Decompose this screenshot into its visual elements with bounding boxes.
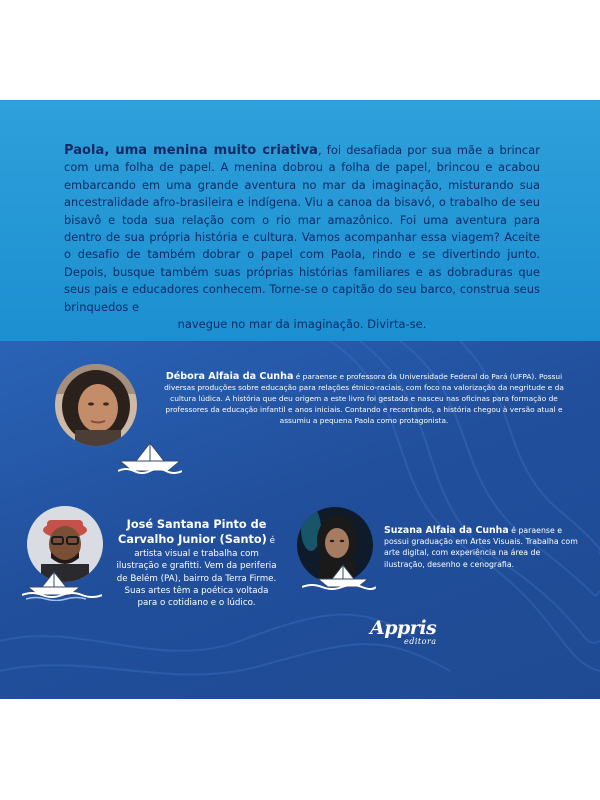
author-bio-jose xyxy=(116,517,277,610)
author-bio-text: é artista visual e trabalha com ilustração e grafitti. Vem da periferia de Belém (PA), bairro da Terra Firme. Suas artes têm a poética voltada para o cotidiano e o lúdico. xyxy=(116,536,277,609)
publisher-imprint: editora xyxy=(404,637,437,646)
author-name: José Santana Pinto de Carvalho Junior (Santo) xyxy=(118,518,267,547)
author-name: Débora Alfaia da Cunha xyxy=(165,371,294,382)
author-photo-debora xyxy=(55,364,137,446)
synopsis-body: , foi desafiada por sua mãe a brincar com uma folha de papel. A menina dobrou a folha de papel, brincou e acabou embarcando em uma grande aventura no mar da imaginação, misturando sua ancestralidade afro-brasileira e indígena. Viu a canoa da bisavó, o trabalho de seu bisavô e toda sua relação com o rio mar amazônico. Foi uma aventura para dentro de sua própria história e cultura. Vamos acompanhar essa viagem? Aceite o desafio de também dobrar o papel com Paola, rindo e se divertindo junto. Depois, busque também suas próprias histórias familiares e as dobraduras que seus pais e educadores conhecem. Torne-se o capitão do seu barco, construa seus brinquedos e xyxy=(64,143,541,314)
publisher-name: Appris xyxy=(370,617,437,639)
author-bio-debora xyxy=(157,372,571,427)
paper-boat-icon xyxy=(22,571,102,601)
authors-panel xyxy=(0,341,600,699)
author-bio-text: é paraense e possui graduação em Artes Visuais. Trabalha com arte digital, com experiência na área de ilustração, desenho e cenografia. xyxy=(384,526,578,569)
author-bio-suzana xyxy=(384,525,581,570)
synopsis-last-line: navegue no mar da imaginação. Divirta-se. xyxy=(177,317,427,332)
back-cover xyxy=(0,100,600,699)
synopsis-text xyxy=(64,142,540,333)
author-bio-text: é paraense e professora da Universidade Federal do Pará (UFPA). Possui diversas produções sobre educação para relações étnico-raciais, com foco na valorização da negritude e da cultura lúdica. A história que deu origem a este livro foi gestada e nasceu nas oficinas para formação de professores da educação infantil e anos iniciais. Contando e recontando, a história chegou à versão atual e assumiu a pequena Paola como protagonista. xyxy=(164,372,564,425)
publisher-logo xyxy=(366,617,456,657)
synopsis-lead: Paola, uma menina muito criativa xyxy=(64,143,318,158)
paper-boat-icon xyxy=(118,441,182,475)
paper-boat-icon xyxy=(302,563,376,593)
synopsis-panel xyxy=(0,100,600,341)
author-name: Suzana Alfaia da Cunha xyxy=(384,525,509,536)
